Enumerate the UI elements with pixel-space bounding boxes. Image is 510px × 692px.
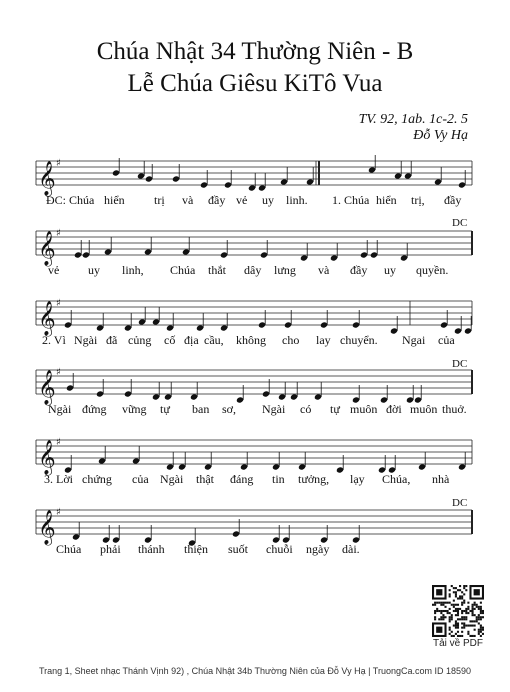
lyric-syllable: thắt bbox=[208, 263, 226, 277]
lyric-syllable: Ngài bbox=[160, 472, 184, 486]
lyric-syllable: thuở. bbox=[442, 402, 467, 416]
lyric-syllable: Chúa bbox=[56, 542, 82, 556]
lyric-syllable: thật bbox=[196, 472, 214, 486]
lyric-syllable: có bbox=[300, 402, 312, 416]
qr-code-image[interactable] bbox=[432, 585, 484, 637]
lyric-syllable: uy bbox=[88, 263, 100, 277]
lyric-syllable: quyền. bbox=[416, 263, 449, 277]
lyric-syllable: cố bbox=[164, 333, 176, 347]
lyrics-line bbox=[36, 333, 472, 349]
song-title-line1: Chúa Nhật 34 Thường Niên - B bbox=[96, 38, 414, 65]
lyrics-line bbox=[36, 263, 472, 279]
lyric-syllable: của bbox=[132, 472, 149, 486]
lyric-syllable: đầy bbox=[444, 193, 462, 207]
lyric-syllable: Chúa bbox=[170, 263, 196, 277]
lyric-syllable: phải bbox=[100, 542, 121, 556]
treble-clef-icon: 𝄞 bbox=[38, 440, 56, 475]
lyric-syllable: uy bbox=[262, 193, 274, 207]
lyric-syllable: vẻ bbox=[236, 193, 248, 207]
lyric-syllable: cầu, bbox=[204, 333, 224, 347]
dc-mark: DC bbox=[452, 497, 468, 509]
treble-clef-icon: 𝄞 bbox=[38, 161, 56, 196]
key-sharp-icon: ♯ bbox=[56, 367, 61, 378]
lyric-syllable: ban bbox=[192, 402, 210, 416]
dc-mark: DC bbox=[452, 358, 468, 370]
music-system-5 bbox=[36, 436, 472, 506]
lyric-syllable: chuyển. bbox=[340, 333, 378, 347]
lyrics-line bbox=[36, 402, 472, 418]
lyrics-line bbox=[36, 472, 472, 488]
lyric-syllable: đứng bbox=[82, 402, 107, 416]
lyric-syllable: Ngài bbox=[74, 333, 98, 347]
lyric-syllable: và bbox=[318, 263, 330, 277]
staff-svg bbox=[36, 297, 472, 336]
lyric-syllable: địa bbox=[184, 333, 199, 347]
lyric-syllable: muôn bbox=[410, 402, 438, 416]
lyric-syllable: cho bbox=[282, 333, 300, 347]
staff-svg bbox=[36, 436, 472, 475]
key-sharp-icon: ♯ bbox=[56, 228, 61, 239]
lyric-syllable: ngày bbox=[306, 542, 330, 556]
lyric-syllable: đầy bbox=[208, 193, 226, 207]
lyric-syllable: dây bbox=[244, 263, 262, 277]
lyric-syllable: Chúa, bbox=[382, 472, 411, 486]
music-system-6 bbox=[36, 497, 472, 576]
download-pdf-label[interactable]: Tải về PDF bbox=[432, 638, 483, 649]
lyric-syllable: thánh bbox=[138, 542, 165, 556]
staff-svg bbox=[36, 366, 472, 405]
music-system-3 bbox=[36, 297, 472, 367]
lyric-syllable: 3. Lời bbox=[44, 472, 74, 486]
dc-mark: DC bbox=[452, 217, 468, 229]
lyric-syllable: lay bbox=[316, 333, 331, 347]
lyric-syllable: củng bbox=[128, 333, 152, 347]
lyric-syllable: tưởng, bbox=[298, 472, 330, 486]
treble-clef-icon: 𝄞 bbox=[38, 370, 56, 405]
lyrics-line bbox=[36, 193, 472, 209]
lyric-syllable: chuỗi bbox=[266, 542, 293, 556]
lyric-syllable: đầy bbox=[350, 263, 368, 277]
page-footer: Trang 1, Sheet nhạc Thánh Vịnh 92) , Chúa Nhật 34b Thường Niên của Đỗ Vy Hạ | TruongCa.com ID 18590 bbox=[38, 666, 472, 676]
lyrics-line bbox=[36, 542, 472, 558]
lyric-syllable: Ngài bbox=[48, 402, 72, 416]
key-sharp-icon: ♯ bbox=[56, 158, 61, 169]
lyric-syllable: vững bbox=[122, 402, 147, 416]
lyric-syllable: ĐC: Chúa bbox=[46, 193, 95, 207]
song-title-line2: Lễ Chúa Giêsu KiTô Vua bbox=[127, 70, 383, 97]
key-sharp-icon: ♯ bbox=[56, 437, 61, 448]
lyric-syllable: hiển bbox=[104, 193, 125, 207]
lyric-syllable: lưng bbox=[274, 263, 296, 277]
lyric-syllable: linh, bbox=[122, 263, 144, 277]
lyric-syllable: muôn bbox=[350, 402, 378, 416]
lyric-syllable: đời bbox=[386, 402, 402, 416]
staff-svg bbox=[36, 506, 472, 545]
lyric-syllable: 2. Vì bbox=[42, 333, 66, 347]
staff-svg bbox=[36, 157, 472, 196]
lyric-syllable: đã bbox=[106, 333, 118, 347]
staff-svg bbox=[36, 227, 472, 266]
lyric-syllable: Ngai bbox=[402, 333, 426, 347]
lyric-syllable: vẻ bbox=[48, 263, 60, 277]
lyric-syllable: suốt bbox=[228, 542, 249, 556]
lyric-syllable: trị, bbox=[411, 193, 425, 207]
lyric-syllable: Ngài bbox=[262, 402, 286, 416]
lyric-syllable: 1. Chúa bbox=[332, 193, 370, 207]
lyric-syllable: của bbox=[438, 333, 455, 347]
music-system-4 bbox=[36, 358, 472, 436]
treble-clef-icon: 𝄞 bbox=[38, 510, 56, 545]
lyric-syllable: linh. bbox=[286, 193, 308, 207]
treble-clef-icon: 𝄞 bbox=[38, 301, 56, 336]
lyric-syllable: tự bbox=[160, 402, 170, 416]
lyric-syllable: hiển bbox=[376, 193, 397, 207]
treble-clef-icon: 𝄞 bbox=[38, 231, 56, 266]
lyric-syllable: lạy bbox=[350, 472, 365, 486]
key-sharp-icon: ♯ bbox=[56, 298, 61, 309]
lyric-syllable: dài. bbox=[342, 542, 360, 556]
lyric-syllable: nhà bbox=[432, 472, 450, 486]
lyric-syllable: uy bbox=[384, 263, 396, 277]
lyric-syllable: thiện bbox=[184, 542, 208, 556]
lyric-syllable: trị bbox=[154, 193, 165, 207]
lyric-syllable: và bbox=[182, 193, 194, 207]
music-system-1 bbox=[36, 157, 472, 227]
lyric-syllable: tự bbox=[330, 402, 340, 416]
lyric-syllable: chứng bbox=[82, 472, 112, 486]
music-system-2 bbox=[36, 217, 472, 297]
key-sharp-icon: ♯ bbox=[56, 507, 61, 518]
psalm-reference: TV. 92, 1ab. 1c-2. 5 bbox=[358, 112, 468, 127]
lyric-syllable: tin bbox=[272, 472, 285, 486]
lyric-syllable: đáng bbox=[230, 472, 254, 486]
lyric-syllable: sơ, bbox=[222, 402, 237, 416]
lyric-syllable: không bbox=[236, 333, 266, 347]
composer-name: Đỗ Vy Hạ bbox=[413, 128, 468, 143]
